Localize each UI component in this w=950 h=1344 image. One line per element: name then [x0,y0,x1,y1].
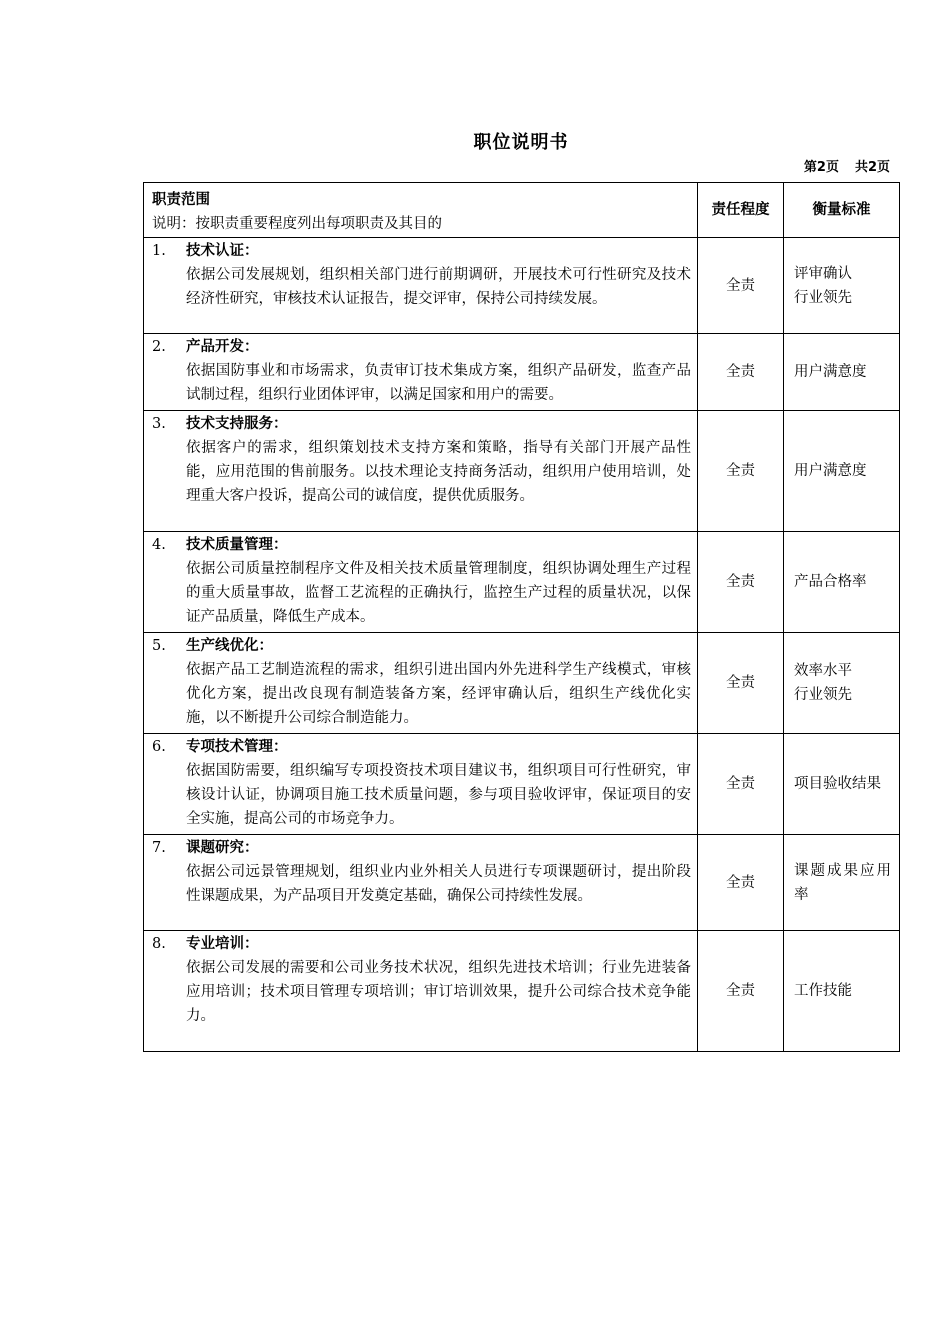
measure-cell [784,532,900,633]
duty-item-cell [144,931,698,1052]
measure-line: 行业领先 [794,687,852,703]
duty-item-cell [144,238,698,334]
measure-line: 产品合格率 [794,574,867,590]
table-row [144,238,900,334]
header-measure: 衡量标准 [784,183,900,238]
table-row [144,532,900,633]
duty-item-cell [144,633,698,734]
item-number: 4. [152,537,166,553]
table-header-row [144,183,900,238]
measure-line: 工作技能 [794,983,852,999]
item-title: 产品开发： [186,339,259,355]
item-description: 依据公司发展规划，组织相关部门进行前期调研，开展技术可行性研究及技术经济性研究，审核技术认证报告，提交评审，保持公司持续发展。 [186,267,691,307]
header-scope [144,183,698,238]
measure-cell [784,931,900,1052]
item-description: 依据产品工艺制造流程的需求，组织引进出国内外先进科学生产线模式，审核优化方案，提出改良现有制造装备方案，经评审确认后，组织生产线优化实施，以不断提升公司综合制造能力。 [186,662,691,726]
header-responsibility: 责任程度 [698,183,784,238]
item-number: 1. [152,243,166,259]
measure-cell [784,734,900,835]
item-title: 课题研究： [186,840,259,856]
item-title: 技术认证： [186,243,259,259]
item-number: 5. [152,638,166,654]
item-description: 依据公司远景管理规划，组织业内业外相关人员进行专项课题研讨，提出阶段性课题成果，为产品项目开发奠定基础，确保公司持续性发展。 [186,864,691,904]
item-description: 依据公司质量控制程序文件及相关技术质量管理制度，组织协调处理生产过程的重大质量事故，监督工艺流程的正确执行，监控生产过程的质量状况，以保证产品质量，降低生产成本。 [186,561,691,625]
page-info [804,156,890,175]
responsibility-cell: 全责 [698,931,784,1052]
item-description: 依据国防事业和市场需求，负责审订技术集成方案，组织产品研发，监查产品试制过程，组织行业团体评审，以满足国家和用户的需要。 [186,363,691,403]
table-row [144,411,900,532]
item-number: 7. [152,840,166,856]
item-description: 依据客户的需求，组织策划技术支持方案和策略，指导有关部门开展产品性能，应用范围的售前服务。以技术理论支持商务活动，组织用户使用培训，处理重大客户投诉，提高公司的诚信度，提供优质服务。 [186,440,691,504]
duty-item-cell [144,532,698,633]
table-row [144,734,900,835]
responsibility-cell: 全责 [698,334,784,411]
measure-cell [784,238,900,334]
measure-line: 用户满意度 [794,463,867,479]
responsibility-cell: 全责 [698,238,784,334]
table-row [144,835,900,931]
measure-line: 课题成果应用率 [794,862,891,903]
responsibility-cell: 全责 [698,734,784,835]
measure-cell [784,633,900,734]
item-description: 依据国防需要，组织编写专项投资技术项目建议书，组织项目可行性研究，审核设计认证，协调项目施工技术质量问题，参与项目验收评审，保证项目的安全实施，提高公司的市场竞争力。 [186,763,691,827]
measure-line: 项目验收结果 [794,776,881,792]
table-row [144,334,900,411]
measure-line: 效率水平 [794,663,852,679]
header-scope-note: 说明：按职责重要程度列出每项职责及其目的 [152,216,442,232]
duty-item-cell [144,334,698,411]
duty-item-cell [144,411,698,532]
document-title: 职位说明书 [473,132,569,153]
item-title: 生产线优化： [186,638,273,654]
measure-cell [784,334,900,411]
item-title: 技术质量管理： [186,537,288,553]
measure-line: 行业领先 [794,289,852,306]
measure-cell [784,835,900,931]
measure-cell [784,411,900,532]
duty-item-cell [144,835,698,931]
item-title: 专项技术管理： [186,739,288,755]
item-number: 3. [152,416,166,432]
responsibility-cell: 全责 [698,411,784,532]
duty-item-cell [144,734,698,835]
duty-table [143,182,900,1052]
page-total: 共2页 [854,160,890,175]
measure-line: 评审确认 [794,265,852,282]
responsibility-cell: 全责 [698,633,784,734]
item-description: 依据公司发展的需要和公司业务技术状况，组织先进技术培训；行业先进装备应用培训；技术项目管理专项培训；审订培训效果，提升公司综合技术竞争能力。 [186,960,691,1024]
header-scope-title: 职责范围 [152,192,210,208]
responsibility-cell: 全责 [698,835,784,931]
item-title: 专业培训： [186,936,259,952]
table-row [144,931,900,1052]
item-number: 2. [152,339,166,355]
item-number: 8. [152,936,166,952]
item-title: 技术支持服务： [186,416,288,432]
item-number: 6. [152,739,166,755]
measure-line: 用户满意度 [794,364,867,380]
page-current: 第2页 [803,160,839,175]
table-row [144,633,900,734]
responsibility-cell: 全责 [698,532,784,633]
